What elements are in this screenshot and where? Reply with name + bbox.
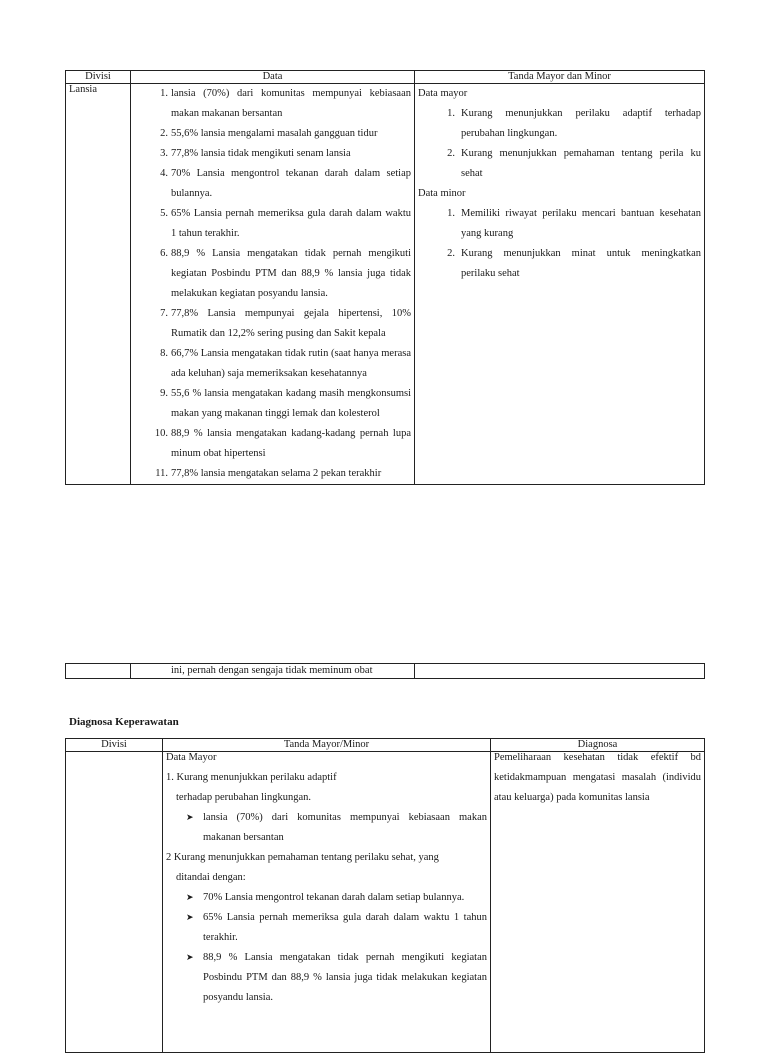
header-tanda: Tanda Mayor dan Minor <box>415 71 705 84</box>
list-item: 11. 77,8% lansia mengatakan selama 2 pekan terakhir <box>155 468 382 479</box>
point-2-list <box>166 888 487 1008</box>
arrow-bullet-icon: ➤ <box>186 813 194 823</box>
header-data: Data <box>131 71 415 84</box>
arrow-bullet-icon: ➤ <box>186 913 194 923</box>
point-2-line-1: 2 Kurang menunjukkan pemahaman tentang perilaku sehat, yang <box>166 852 439 863</box>
arrow-bullet-icon: ➤ <box>186 893 194 903</box>
point-1-line-2: terhadap perubahan lingkungan. <box>176 792 311 803</box>
mayor-label: Data mayor <box>418 88 468 99</box>
list-item: 2. Kurang menunjukkan pemahaman tentang perila ku sehat <box>447 148 701 179</box>
diagnosis-row <box>66 752 705 1053</box>
minor-list <box>418 204 701 284</box>
diagnosis-cell <box>491 752 705 1053</box>
list-item: ➤ 88,9 % Lansia mengatakan tidak pernah mengikuti kegiatan Posbindu PTM dan 88,9 % lansia juga tidak melakukan kegiatan posyandu lansia. <box>166 948 487 1008</box>
assessment-table <box>65 70 705 485</box>
arrow-bullet-icon: ➤ <box>186 953 194 963</box>
section-heading: Diagnosa Keperawatan <box>69 716 179 728</box>
minor-label: Data minor <box>418 188 466 199</box>
header-divisi: Divisi <box>66 71 131 84</box>
division-cell: Lansia <box>66 84 131 485</box>
list-item: 2. Kurang menunjukkan minat untuk meningkatkan perilaku sehat <box>447 248 701 279</box>
list-item: 8. 66,7% Lansia mengatakan tidak rutin (saat hanya merasa ada keluhan) saja memeriksakan kesehatannya <box>160 348 411 379</box>
list-item: 3. 77,8% lansia tidak mengikuti senam lansia <box>160 148 351 159</box>
list-item: 6. 88,9 % Lansia mengatakan tidak pernah mengikuti kegiatan Posbindu PTM dan 88,9 % lansia juga tidak melakukan kegiatan posyandu lansia. <box>160 248 411 299</box>
continuation-row <box>66 664 705 679</box>
continuation-table <box>65 663 705 679</box>
list-item: ➤ 70% Lansia mengontrol tekanan darah dalam setiap bulannya. <box>166 888 487 908</box>
list-item: 9. 55,6 % lansia mengatakan kadang masih mengkonsumsi makan yang makanan tinggi lemak dan kolesterol <box>160 388 411 419</box>
assessment-row-lansia <box>66 84 705 485</box>
list-item: 10. 88,9 % lansia mengatakan kadang-kadang pernah lupa minum obat hipertensi <box>154 428 411 459</box>
list-item: 5. 65% Lansia pernah memeriksa gula darah dalam waktu 1 tahun terakhir. <box>160 208 411 239</box>
list-item: ➤ lansia (70%) dari komunitas mempunyai kebiasaan makan makanan bersantan <box>166 808 487 848</box>
point-2-line-2: ditandai dengan: <box>176 872 246 883</box>
list-item: 1. lansia (70%) dari komunitas mempunyai kebiasaan makan makanan bersantan <box>160 88 411 119</box>
tanda-cell <box>163 752 491 1053</box>
list-item: 7. 77,8% Lansia mempunyai gejala hipertensi, 10% Rumatik dan 12,2% sering pusing dan Sakit kepala <box>160 308 411 339</box>
diagnosis-text: Pemeliharaan kesehatan tidak efektif bd ketidakmampuan mengatasi masalah (individu atau keluarga) pada komunitas lansia <box>494 752 701 803</box>
list-item: ➤ 65% Lansia pernah memeriksa gula darah dalam waktu 1 tahun terakhir. <box>166 908 487 948</box>
data-list <box>134 84 411 484</box>
division-cell <box>66 752 163 1053</box>
data-cell <box>131 84 415 485</box>
header-tanda: Tanda Mayor/Minor <box>163 739 491 752</box>
continuation-text: ini, pernah dengan sengaja tidak meminum obat <box>131 664 415 679</box>
list-item: 1. Kurang menunjukkan perilaku adaptif terhadap perubahan lingkungan. <box>447 108 701 139</box>
list-item: 2. 55,6% lansia mengalami masalah gangguan tidur <box>160 128 378 139</box>
mayor-list <box>418 104 701 184</box>
diagnosis-table <box>65 738 705 1053</box>
mayor-label: Data Mayor <box>166 752 217 763</box>
list-item: 1. Memiliki riwayat perilaku mencari bantuan kesehatan yang kurang <box>447 208 701 239</box>
point-1-line-1: 1. Kurang menunjukkan perilaku adaptif <box>166 772 337 783</box>
point-1-list <box>166 808 487 848</box>
header-divisi: Divisi <box>66 739 163 752</box>
list-item: 4. 70% Lansia mengontrol tekanan darah dalam setiap bulannya. <box>160 168 411 199</box>
assessment-table-header <box>66 71 705 84</box>
tanda-cell <box>415 84 705 485</box>
header-diagnosa: Diagnosa <box>491 739 705 752</box>
